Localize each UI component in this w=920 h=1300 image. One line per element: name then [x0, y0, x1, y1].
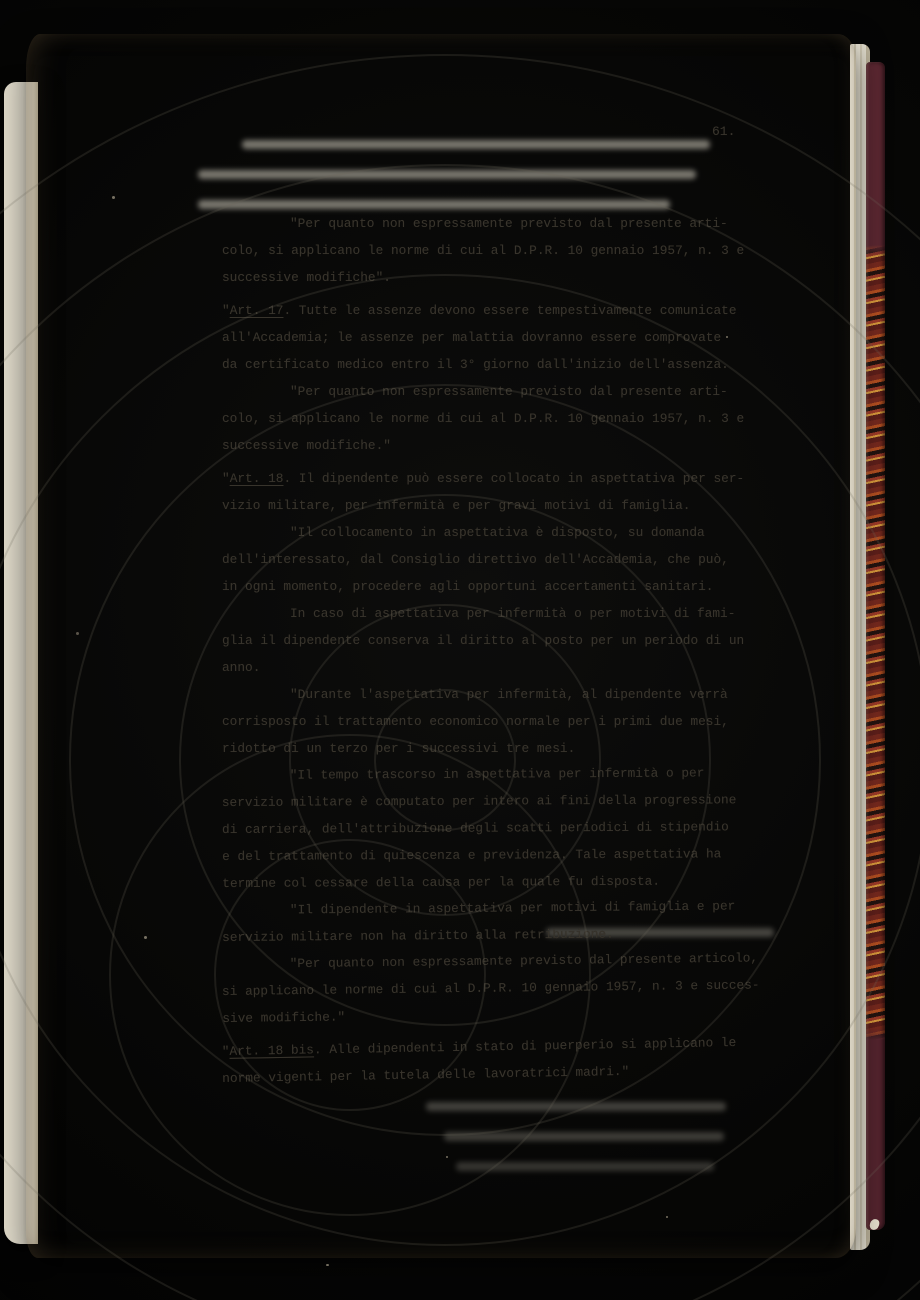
paragraph: "Il dipendente in aspettativa per motivi di famiglia e per servizio militare non ha diritto alla retribuzione.	[222, 898, 736, 945]
marbled-book-cover-edge	[866, 62, 885, 1230]
paragraph: "Art. 18 bis. Alle dipendenti in stato di puerperio si applicano le norme vigenti per la tutela delle lavoratrici madri."	[221, 1035, 737, 1086]
foxing-speck	[76, 632, 79, 635]
article-label: Art. 18 bis	[229, 1042, 315, 1059]
show-through-text	[198, 200, 670, 209]
foxing-speck	[446, 1156, 448, 1158]
show-through-text	[242, 140, 710, 149]
typewritten-text	[222, 210, 784, 1092]
show-through-text	[444, 1132, 724, 1141]
book-page	[26, 34, 856, 1258]
page-number: 61.	[712, 124, 736, 139]
paragraph: "Per quanto non espressamente previsto dal presente arti- colo, si applicano le norme di cui al D.P.R. 10 gennaio 1957, n. 3 e successive modifiche."	[222, 384, 745, 453]
show-through-text	[198, 170, 696, 179]
article-label: Art. 18	[229, 471, 284, 486]
foxing-speck	[666, 1216, 668, 1218]
paragraph: "Per quanto non espressamente previsto dal presente articolo, si applicano le norme di cui al D.P.R. 10 gennaio 1957, n. 3 e succes- sive modifiche."	[221, 950, 760, 1026]
paragraph: "Il collocamento in aspettativa è disposto, su domanda dell'interessato, dal Consiglio direttivo dell'Accademia, che può, in ogni momento, procedere agli opportuni accertamenti sanitari.	[222, 525, 729, 594]
paragraph: "Art. 18. Il dipendente può essere collocato in aspettativa per ser- vizio militare, per infermità e per gravi motivi di famiglia.	[222, 471, 745, 513]
foxing-speck	[144, 936, 147, 939]
paragraph: "Per quanto non espressamente previsto dal presente arti- colo, si applicano le norme di cui al D.P.R. 10 gennaio 1957, n. 3 e successive modifiche".	[222, 216, 745, 285]
show-through-text	[456, 1162, 714, 1171]
article-label: Art. 17	[229, 303, 284, 318]
show-through-text	[426, 1102, 726, 1111]
paragraph: "Art. 17. Tutte le assenze devono essere tempestivamente comunicate all'Accademia; le assenze per malattia dovranno essere comprovate da certificato medico entro il 3° giorno dall'inizio dell'assenza.	[222, 303, 737, 372]
paragraph: "Durante l'aspettativa per infermità, al dipendente verrà corrisposto il trattamento economico normale per i primi due mesi, ridotto di un terzo per i successivi tre mesi.	[222, 687, 729, 756]
foxing-speck	[326, 1264, 329, 1266]
paragraph: "Il tempo trascorso in aspettativa per infermità o per servizio militare è computato per intero ai fini della progressione di carriera, dell'attribuzione degli scatti periodici di stipendio e del trattamento di quiescenza e previdenza. Tale aspettativa ha termine col cessare della causa per la quale fu disposta.	[221, 765, 737, 891]
paragraph: In caso di aspettativa per infermità o per motivi di fami- glia il dipendente conserva il diritto al posto per un periodo di un anno.	[222, 606, 745, 675]
foxing-speck	[112, 196, 115, 199]
